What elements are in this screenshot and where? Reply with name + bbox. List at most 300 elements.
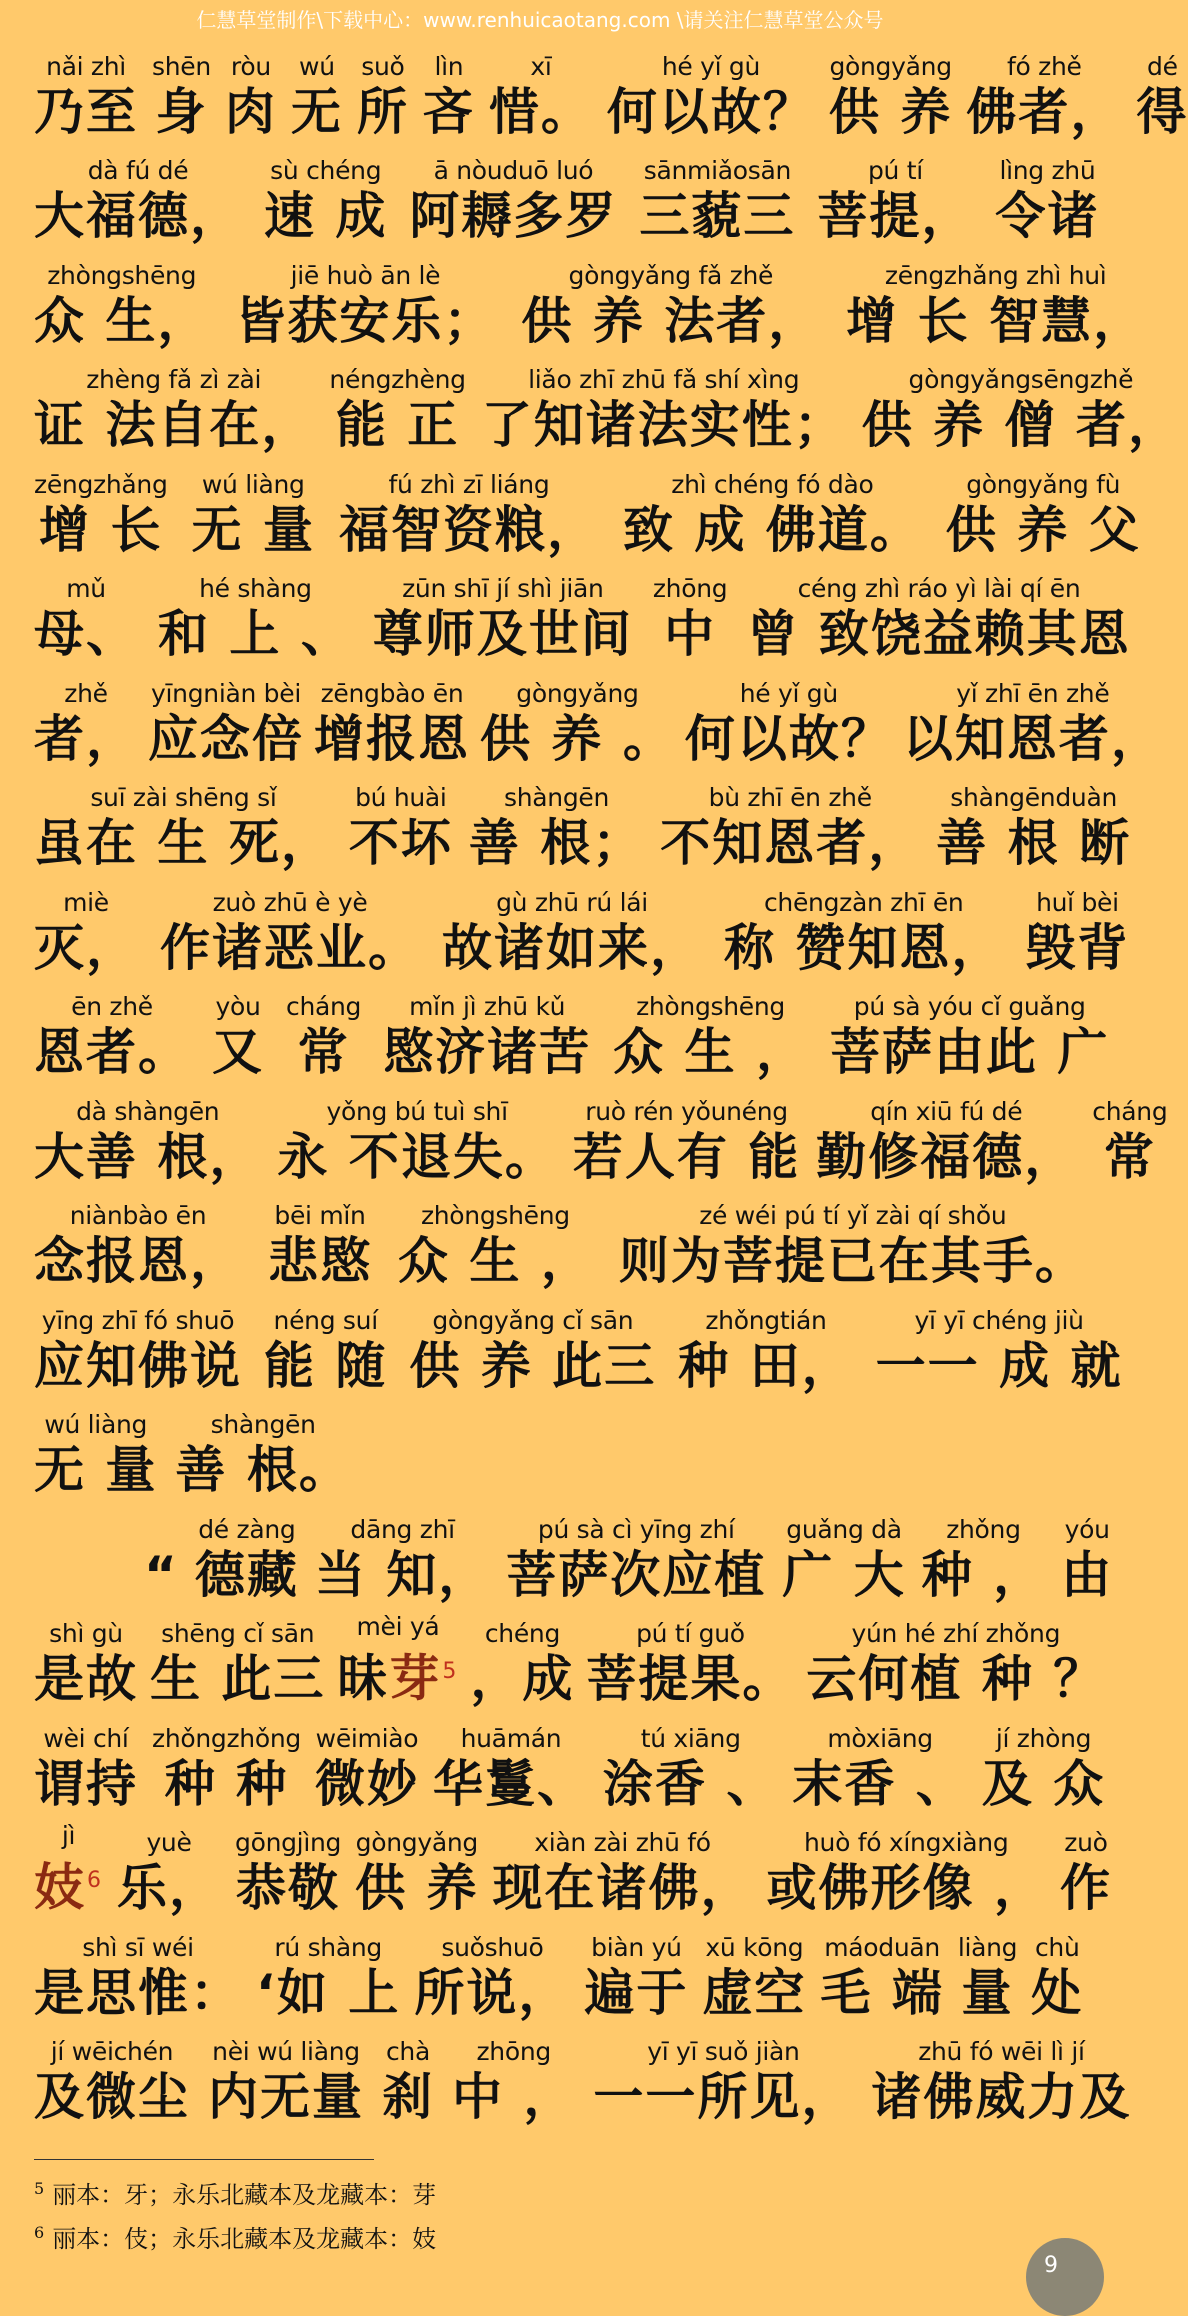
- pinyin: yóu: [1064, 1514, 1110, 1544]
- word-group: [409, 1307, 656, 1397]
- pinyin: guǎng dà: [786, 1514, 902, 1544]
- word-group: [482, 366, 846, 456]
- word-group: [782, 1516, 905, 1606]
- hanzi: 证 法自在，: [34, 396, 314, 454]
- hanzi: 众 生 ，: [613, 1023, 808, 1081]
- pinyin: zhě: [64, 678, 108, 708]
- text-line: [34, 770, 1132, 875]
- word-group: [469, 784, 644, 874]
- pinyin: shēng cǐ sān: [161, 1619, 315, 1648]
- word-group: [383, 993, 591, 1083]
- hanzi: 尊师及世间: [372, 605, 633, 663]
- pinyin: suī zài shēng sǐ: [90, 783, 277, 812]
- hanzi: 及 众: [981, 1754, 1106, 1813]
- hanzi: “: [144, 1545, 179, 1604]
- hanzi: 曾 致饶益赖其恩: [747, 605, 1131, 663]
- pinyin: wú liàng: [201, 469, 305, 499]
- word-group: [208, 2038, 364, 2128]
- word-group: [192, 471, 315, 561]
- hanzi: 故诸如来，: [442, 918, 702, 977]
- hanzi: 得: [1136, 82, 1188, 141]
- hanzi: 涂香 、: [602, 1754, 779, 1813]
- pinyin: zhì chéng fó dào: [671, 469, 874, 499]
- pinyin: yǐ zhī ēn zhě: [956, 678, 1110, 708]
- word-group: [355, 1829, 478, 1919]
- word-group: [936, 784, 1131, 874]
- pinyin: mèi yá: [356, 1612, 440, 1642]
- pinyin: zhǒngzhǒng: [152, 1723, 301, 1753]
- word-group: [264, 157, 387, 247]
- hanzi: 所说，: [414, 1963, 571, 2022]
- word-group: [489, 53, 593, 143]
- hanzi: 令诸: [995, 187, 1100, 245]
- pinyin: jì: [61, 1821, 76, 1851]
- word-group: [34, 1411, 157, 1501]
- pinyin: miè: [63, 887, 109, 917]
- word-group: [339, 471, 599, 561]
- hanzi: 毛 端: [820, 1963, 944, 2022]
- pinyin: yī yī chéng jiù: [914, 1305, 1084, 1335]
- word-group: [34, 1934, 242, 2024]
- footnote: [34, 2170, 436, 2214]
- hanzi: 应知佛说: [34, 1336, 242, 1395]
- word-group: [685, 680, 893, 770]
- pinyin: dà fú dé: [87, 156, 189, 185]
- hanzi: 悲愍: [268, 1232, 372, 1290]
- hanzi: 供 养: [828, 82, 953, 141]
- hanzi: 昧芽$^5$: [337, 1650, 459, 1708]
- pinyin: gòngyǎng: [516, 678, 639, 708]
- text-line: [34, 1919, 1084, 2024]
- pinyin: sù chéng: [270, 156, 382, 185]
- word-group: [470, 1620, 574, 1710]
- hanzi: 虽在 生 死，: [34, 814, 333, 872]
- hanzi: 供 养 父: [945, 500, 1141, 559]
- hanzi: 量: [961, 1963, 1014, 2022]
- word-group: [34, 1202, 242, 1292]
- word-group: [1061, 1516, 1113, 1606]
- pinyin: cháng: [1092, 1096, 1168, 1126]
- word-group: [150, 1620, 325, 1710]
- word-group: [34, 784, 333, 874]
- pinyin: bù zhī ēn zhě: [708, 783, 872, 812]
- word-group: [922, 1516, 1045, 1606]
- word-group: [349, 784, 453, 874]
- pinyin: niànbào ēn: [69, 1201, 207, 1230]
- word-group: [653, 575, 727, 665]
- word-group: [34, 1098, 261, 1188]
- pinyin: shēn: [152, 51, 211, 81]
- hanzi: 谓持: [34, 1754, 138, 1813]
- hanzi: 德藏: [194, 1545, 299, 1604]
- pinyin: gòngyǎng cǐ sān: [432, 1305, 634, 1335]
- hanzi: 何以故？: [684, 709, 893, 768]
- text-line: [34, 1188, 1087, 1293]
- word-group: [315, 1725, 419, 1815]
- pinyin: jí zhòng: [995, 1723, 1092, 1753]
- word-group: [480, 680, 675, 770]
- pinyin: zhōng: [476, 2037, 551, 2066]
- pinyin: yī yī suǒ jiàn: [647, 2037, 800, 2066]
- word-group: [903, 680, 1163, 770]
- hanzi: 众 生 ，: [398, 1232, 593, 1290]
- hanzi: 毁背: [1025, 918, 1130, 977]
- pinyin: ruò rén yǒunéng: [585, 1096, 788, 1126]
- hanzi: 勤修福德，: [816, 1127, 1077, 1186]
- word-group: [846, 262, 1145, 352]
- hanzi: 虚空: [702, 1963, 807, 2022]
- pinyin: zhòngshēng: [420, 1201, 570, 1230]
- word-group: [623, 471, 922, 561]
- word-group: [409, 157, 617, 247]
- hanzi: 愍济诸苦: [383, 1023, 592, 1081]
- hanzi: 吝: [422, 82, 475, 141]
- hanzi: 菩提，: [817, 187, 974, 245]
- hanzi: 何以故？: [606, 82, 815, 141]
- text-line: [34, 1501, 1114, 1606]
- word-group: [337, 1613, 458, 1710]
- page-number: 9: [1044, 2253, 1058, 2278]
- pinyin: céng zhì ráo yì lài qí ēn: [797, 574, 1081, 603]
- pinyin: chēngzàn zhī ēn: [763, 887, 964, 917]
- hanzi: 大善 根，: [34, 1127, 262, 1186]
- word-group: [817, 157, 973, 247]
- hanzi: 若人有 能: [572, 1127, 801, 1186]
- word-group: [862, 366, 1180, 456]
- word-group: [452, 2038, 575, 2128]
- footnotes: [34, 2170, 436, 2258]
- pinyin: xī: [530, 51, 552, 81]
- hanzi: 妓$^6$: [34, 1859, 103, 1917]
- text-line: [34, 352, 1180, 457]
- hanzi: 以知恩者，: [902, 709, 1163, 768]
- pinyin: chéng: [484, 1619, 561, 1648]
- text-line: [34, 247, 1146, 352]
- hanzi: 中 ，: [452, 2068, 576, 2126]
- pinyin: biàn yú: [591, 1932, 682, 1962]
- word-group: [152, 53, 211, 143]
- word-group: [586, 1620, 794, 1710]
- hanzi: 供 养 僧 者，: [861, 396, 1180, 454]
- word-group: [195, 1516, 299, 1606]
- pinyin: bú huài: [355, 783, 447, 812]
- word-group: [607, 53, 815, 143]
- hanzi: 称 赞知恩，: [724, 918, 1004, 977]
- word-group: [506, 1516, 766, 1606]
- pinyin: néng suí: [273, 1305, 378, 1335]
- word-group: [619, 1202, 1087, 1292]
- hanzi: 诸佛威力及: [871, 2068, 1132, 2126]
- text-line: [34, 38, 1188, 143]
- pinyin: bēi mǐn: [274, 1201, 366, 1230]
- text-line: [34, 456, 1141, 561]
- hanzi: 了知诸法实性；: [481, 396, 846, 454]
- hanzi: 善 根；: [468, 814, 645, 872]
- pinyin: suǒshuō: [441, 1932, 544, 1962]
- pinyin: jiē huò ān lè: [290, 260, 441, 290]
- word-group: [871, 2038, 1131, 2128]
- hanzi: 阿耨多罗: [409, 187, 618, 245]
- word-group: [639, 157, 795, 247]
- pinyin: máoduān: [824, 1932, 940, 1962]
- pinyin: zhèng fǎ zì zài: [86, 365, 262, 394]
- pinyin: fó zhě: [1007, 51, 1082, 81]
- text-line: [34, 1815, 1112, 1920]
- hanzi: 永 不退失。: [277, 1127, 557, 1186]
- hanzi: 又: [212, 1023, 264, 1081]
- text-line: [34, 1397, 1054, 1502]
- word-group: [573, 1098, 800, 1188]
- hanzi: 供 养 。: [480, 709, 675, 768]
- pinyin: chà: [385, 2037, 430, 2066]
- text-line: [34, 665, 1163, 770]
- pinyin: zhū fó wēi lì jí: [918, 2037, 1085, 2066]
- pinyin: yīng zhī fó shuō: [41, 1305, 235, 1335]
- word-group: [958, 1934, 1017, 2024]
- hanzi: 遍于: [584, 1963, 689, 2022]
- hanzi: 内无量: [208, 2068, 364, 2126]
- hanzi: 善 根。: [175, 1441, 351, 1499]
- pinyin: gōngjìng: [235, 1828, 342, 1857]
- hanzi: 由: [1061, 1545, 1114, 1604]
- pinyin: gòngyǎng fù: [966, 469, 1121, 499]
- pinyin: pú sà cì yīng zhí: [537, 1514, 735, 1544]
- word-group: [34, 1620, 138, 1710]
- word-group: [212, 993, 264, 1083]
- hanzi: ‘如 上: [256, 1963, 401, 2022]
- pinyin: pú sà yóu cǐ guǎng: [853, 992, 1086, 1021]
- word-group: [806, 1620, 1105, 1710]
- hanzi: 种 ，: [921, 1545, 1046, 1604]
- variant-character: 芽: [389, 1650, 442, 1708]
- hanzi: 刹: [382, 2068, 434, 2126]
- pinyin: yuè: [146, 1828, 192, 1857]
- word-group: [34, 1307, 242, 1397]
- hanzi: 作诸恶业。: [160, 918, 420, 977]
- hanzi: 菩萨次应植: [506, 1545, 767, 1604]
- hanzi: 常: [297, 1023, 350, 1081]
- pinyin: zuò: [1064, 1828, 1108, 1857]
- hanzi: 致 成 佛道。: [622, 500, 922, 559]
- word-group: [724, 889, 1003, 979]
- hanzi: 处: [1031, 1963, 1084, 2022]
- word-group: [291, 53, 343, 143]
- word-group: [34, 366, 313, 456]
- hanzi: 善 根 断: [936, 814, 1132, 872]
- text-line: [34, 1083, 1168, 1188]
- pinyin: xū kōng: [705, 1932, 804, 1962]
- word-group: [256, 1934, 400, 2024]
- word-group: [1031, 1934, 1083, 2024]
- hanzi: 广 大: [782, 1545, 906, 1604]
- hanzi: 肉: [224, 82, 277, 141]
- hanzi: 和 上 、: [158, 605, 353, 663]
- pinyin: néngzhèng: [329, 365, 466, 394]
- hanzi: 及微尘: [34, 2068, 190, 2126]
- word-group: [158, 575, 353, 665]
- pinyin: wēimiào: [315, 1723, 419, 1753]
- word-group: [329, 366, 465, 456]
- page-number-badge: [1026, 2238, 1104, 2316]
- word-group: [34, 889, 138, 979]
- word-group: [1092, 1098, 1167, 1188]
- pinyin: huò fó xíngxiàng: [804, 1828, 1009, 1857]
- word-group: [433, 1725, 589, 1815]
- hanzi: 无 量: [191, 500, 315, 559]
- pinyin: hé yǐ gù: [661, 51, 760, 81]
- hanzi: 供 养 法者，: [521, 291, 821, 350]
- pinyin: zēngzhǎng zhì huì: [884, 260, 1107, 290]
- word-group: [423, 53, 475, 143]
- word-group: [946, 471, 1141, 561]
- pinyin: suǒ: [361, 51, 405, 81]
- word-group: [792, 1725, 967, 1815]
- hanzi: 中: [664, 605, 717, 663]
- pinyin: yīngniàn bèi: [151, 678, 301, 708]
- pinyin: nèi wú liàng: [212, 2037, 360, 2066]
- footnote-text: 丽本：牙；永乐北藏本及龙藏本：芽: [52, 2181, 437, 2209]
- pinyin: lìn: [434, 51, 464, 81]
- word-group: [398, 1202, 593, 1292]
- hanzi: 能 正: [335, 396, 460, 454]
- word-group: [373, 575, 633, 665]
- word-group: [767, 1829, 1046, 1919]
- word-group: [603, 1725, 778, 1815]
- pinyin: jí wēichén: [50, 2037, 174, 2066]
- hanzi: 菩提果。: [586, 1650, 795, 1708]
- word-group: [34, 157, 242, 247]
- word-group: [160, 889, 420, 979]
- hanzi: 乃至: [34, 82, 138, 141]
- pinyin: shì gù: [49, 1619, 123, 1648]
- hanzi: 所: [356, 82, 409, 141]
- word-group: [264, 1307, 387, 1397]
- word-group: [357, 53, 409, 143]
- word-group: [34, 53, 138, 143]
- hanzi: 灭，: [34, 918, 138, 977]
- pinyin: liàng: [957, 1932, 1018, 1962]
- hanzi: ，成: [470, 1650, 575, 1708]
- pinyin: wú liàng: [44, 1410, 148, 1439]
- pinyin: mòxiāng: [827, 1723, 933, 1753]
- hanzi: 生 此三: [150, 1650, 326, 1708]
- word-group: [584, 1934, 688, 2024]
- hanzi: 皆获安乐；: [235, 291, 496, 350]
- footnote-marker: 6: [87, 1868, 103, 1894]
- word-group: [1025, 889, 1129, 979]
- hanzi: 能 随: [264, 1336, 388, 1395]
- word-group: [314, 680, 470, 770]
- hanzi: 福智资粮，: [338, 500, 599, 559]
- word-group: [277, 1098, 556, 1188]
- pinyin: dà shàngēn: [76, 1096, 220, 1126]
- pinyin: ā nòuduō luó: [433, 156, 594, 185]
- pinyin: gòngyǎngsēngzhě: [908, 365, 1134, 394]
- text-line: [34, 874, 1130, 979]
- hanzi: 作: [1059, 1859, 1112, 1917]
- hanzi: 供 养 此三: [409, 1336, 657, 1395]
- word-group: [829, 53, 952, 143]
- hanzi: 佛者，: [966, 82, 1123, 141]
- word-group: [235, 1829, 341, 1919]
- hanzi: 或佛形像 ，: [766, 1859, 1046, 1917]
- word-group: [34, 471, 168, 561]
- footnote-marker: 5: [442, 1659, 459, 1685]
- word-group: [286, 993, 361, 1083]
- hanzi: 无 量: [34, 1441, 158, 1499]
- footnote-number: 6: [34, 2223, 45, 2242]
- word-group: [816, 1098, 1076, 1188]
- pinyin: zuò zhū è yè: [212, 887, 368, 917]
- word-group: [315, 1516, 490, 1606]
- hanzi: 一一所见，: [593, 2068, 854, 2126]
- word-group: [34, 680, 138, 770]
- word-group: [175, 1411, 350, 1501]
- hanzi: 华鬘、: [432, 1754, 589, 1813]
- pinyin: zhōng: [652, 574, 728, 603]
- pinyin: yǒng bú tuì shī: [326, 1096, 508, 1126]
- hanzi: 云何植 种 ？: [806, 1650, 1106, 1708]
- pinyin: zhòngshēng: [636, 992, 786, 1021]
- pinyin: zé wéi pú tí yǐ zài qí shǒu: [699, 1201, 1007, 1230]
- hanzi: 速 成: [264, 187, 388, 245]
- footnote-number: 5: [34, 2179, 45, 2198]
- pinyin: cháng: [286, 992, 362, 1021]
- page-header: 仁慧草堂制作\下载中心：www.renhuicaotang.com \请关注仁慧草堂公众号: [196, 8, 884, 32]
- word-group: [34, 2038, 190, 2128]
- hanzi: 当 知，: [314, 1545, 491, 1604]
- word-group: [382, 2038, 434, 2128]
- hanzi: 供 养: [355, 1859, 479, 1917]
- word-group: [876, 1307, 1123, 1397]
- hanzi: 念报恩，: [34, 1232, 242, 1290]
- word-group: [1060, 1829, 1112, 1919]
- pinyin: wú: [299, 51, 335, 81]
- word-group: [34, 575, 138, 665]
- word-group: [34, 993, 190, 1083]
- hanzi: 是故: [34, 1650, 138, 1708]
- hanzi: 一一 成 就: [875, 1336, 1123, 1395]
- word-group: [820, 1934, 943, 2024]
- text-line: [34, 1292, 1123, 1397]
- pinyin: huǐ bèi: [1036, 887, 1119, 917]
- word-group: [414, 1934, 570, 2024]
- word-group: [34, 262, 209, 352]
- hanzi: 应念倍: [148, 709, 304, 768]
- pinyin: xiàn zài zhū fó: [534, 1828, 711, 1857]
- pinyin: zēngzhǎng: [34, 469, 168, 499]
- pinyin: shàngēnduàn: [950, 783, 1118, 812]
- hanzi: 不坏: [348, 814, 453, 872]
- word-group: [152, 1725, 301, 1815]
- pinyin: shàngēn: [504, 783, 610, 812]
- pinyin: zhǒng: [946, 1514, 1021, 1544]
- hanzi: 微妙: [314, 1754, 419, 1813]
- hanzi: 恩者。: [34, 1023, 190, 1081]
- hanzi: 乐，: [117, 1859, 221, 1917]
- text-line: [34, 561, 1131, 666]
- pinyin: yún hé zhí zhǒng: [851, 1619, 1061, 1648]
- pinyin: shàngēn: [210, 1410, 316, 1439]
- word-group: [1136, 53, 1188, 143]
- hanzi: 菩萨由此 广: [829, 1023, 1110, 1081]
- pinyin: tú xiāng: [640, 1723, 741, 1753]
- hanzi: 增 长 智慧，: [846, 291, 1146, 350]
- pinyin: ròu: [230, 51, 271, 81]
- hanzi: 增报恩: [314, 709, 470, 768]
- hanzi: 是思惟：: [34, 1963, 242, 2022]
- hanzi: 身: [155, 82, 208, 141]
